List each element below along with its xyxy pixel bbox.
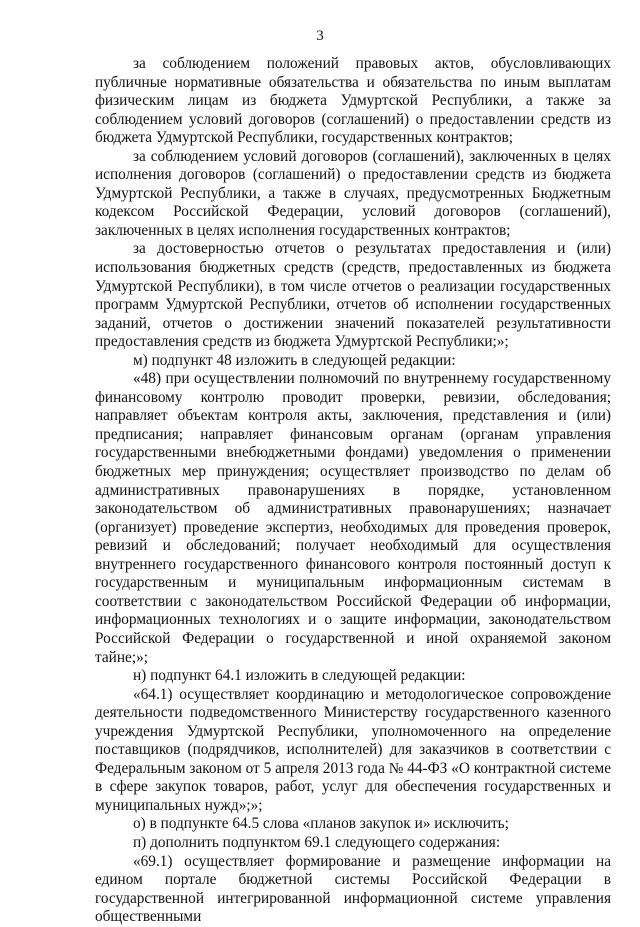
paragraph-control-legal-acts: за соблюдением положений правовых актов, обусловливающих публичные нормативные обязательства и обязательства по иным выплатам физическим лицам из бюджета Удмуртской Республики, а также за соблюдением условий договоров (соглашений) о предоставлении средств из бюджета Удмуртской Республики, государственных контрактов; xyxy=(95,55,611,147)
page-number: 3 xyxy=(316,28,324,44)
paragraph-control-contracts: за соблюдением условий договоров (соглашений), заключенных в целях исполнения договоров (соглашений) о предоставлении средств из бюджета Удмуртской Республики, а также в случаях, предусмотренных Бюджетным кодексом Российской Федерации, условий договоров (соглашений), заключенных в целях исполнения государственных контрактов; xyxy=(95,147,611,239)
paragraph-amend-48: м) подпункт 48 изложить в следующей редакции: xyxy=(133,351,456,369)
paragraph-amend-64-1: н) подпункт 64.1 изложить в следующей редакции: xyxy=(133,667,466,685)
paragraph-subclause-69-1: «69.1) осуществляет формирование и размещение информации на едином портале бюджетной системы Российской Федерации в государственной интегрированной информационной системе управления общественными xyxy=(95,852,611,926)
document-body xyxy=(95,55,611,927)
paragraph-subclause-64-1: «64.1) осуществляет координацию и методологическое сопровождение деятельности подведомственного Министерству государственного казенного учреждения Удмуртской Республики, уполномоченного на определение поставщиков (подрядчиков, исполнителей) для заказчиков в соответствии с Федеральным законом от 5 апреля 2013 года № 44-ФЗ «О контрактной системе в сфере закупок товаров, работ, услуг для обеспечения государственных и муниципальных нужд»;»; xyxy=(95,685,611,814)
paragraph-add-69-1: п) дополнить подпунктом 69.1 следующего содержания: xyxy=(133,833,501,851)
paragraph-control-reports: за достоверностью отчетов о результатах предоставления и (или) использования бюджетных средств (средств, предоставленных из бюджета Удмуртской Республики), в том числе отчетов о реализации государственных программ Удмуртской Республики, отчетов об исполнении государственных заданий, отчетов о достижении значений показателей результативности предоставления средств из бюджета Удмуртской Республики;»; xyxy=(95,240,611,351)
paragraph-subclause-48: «48) при осуществлении полномочий по внутреннему государственному финансовому контролю проводит проверки, ревизии, обследования; направляет объектам контроля акты, заключения, представления и (или) предписания; направляет финансовым органам (органам управления государственными внебюджетными фондами) уведомления о применении бюджетных мер принуждения; осуществляет производство по делам об административных правонарушениях в порядке, установленном законодательством об административных правонарушениях; назначает (организует) проведение экспертиз, необходимых для проведения проверок, ревизий и обследований; получает необходимый для осуществления внутреннего государственного финансового контроля постоянный доступ к государственным и муниципальным информационным системам в соответствии с законодательством Российской Федерации об информации, информационных технологиях и о защите информации, законодательством Российской Федерации о государственной и иной охраняемой законом тайне;»; xyxy=(95,370,611,666)
paragraph-amend-64-5: о) в подпункте 64.5 слова «планов закупок и» исключить; xyxy=(133,815,509,833)
